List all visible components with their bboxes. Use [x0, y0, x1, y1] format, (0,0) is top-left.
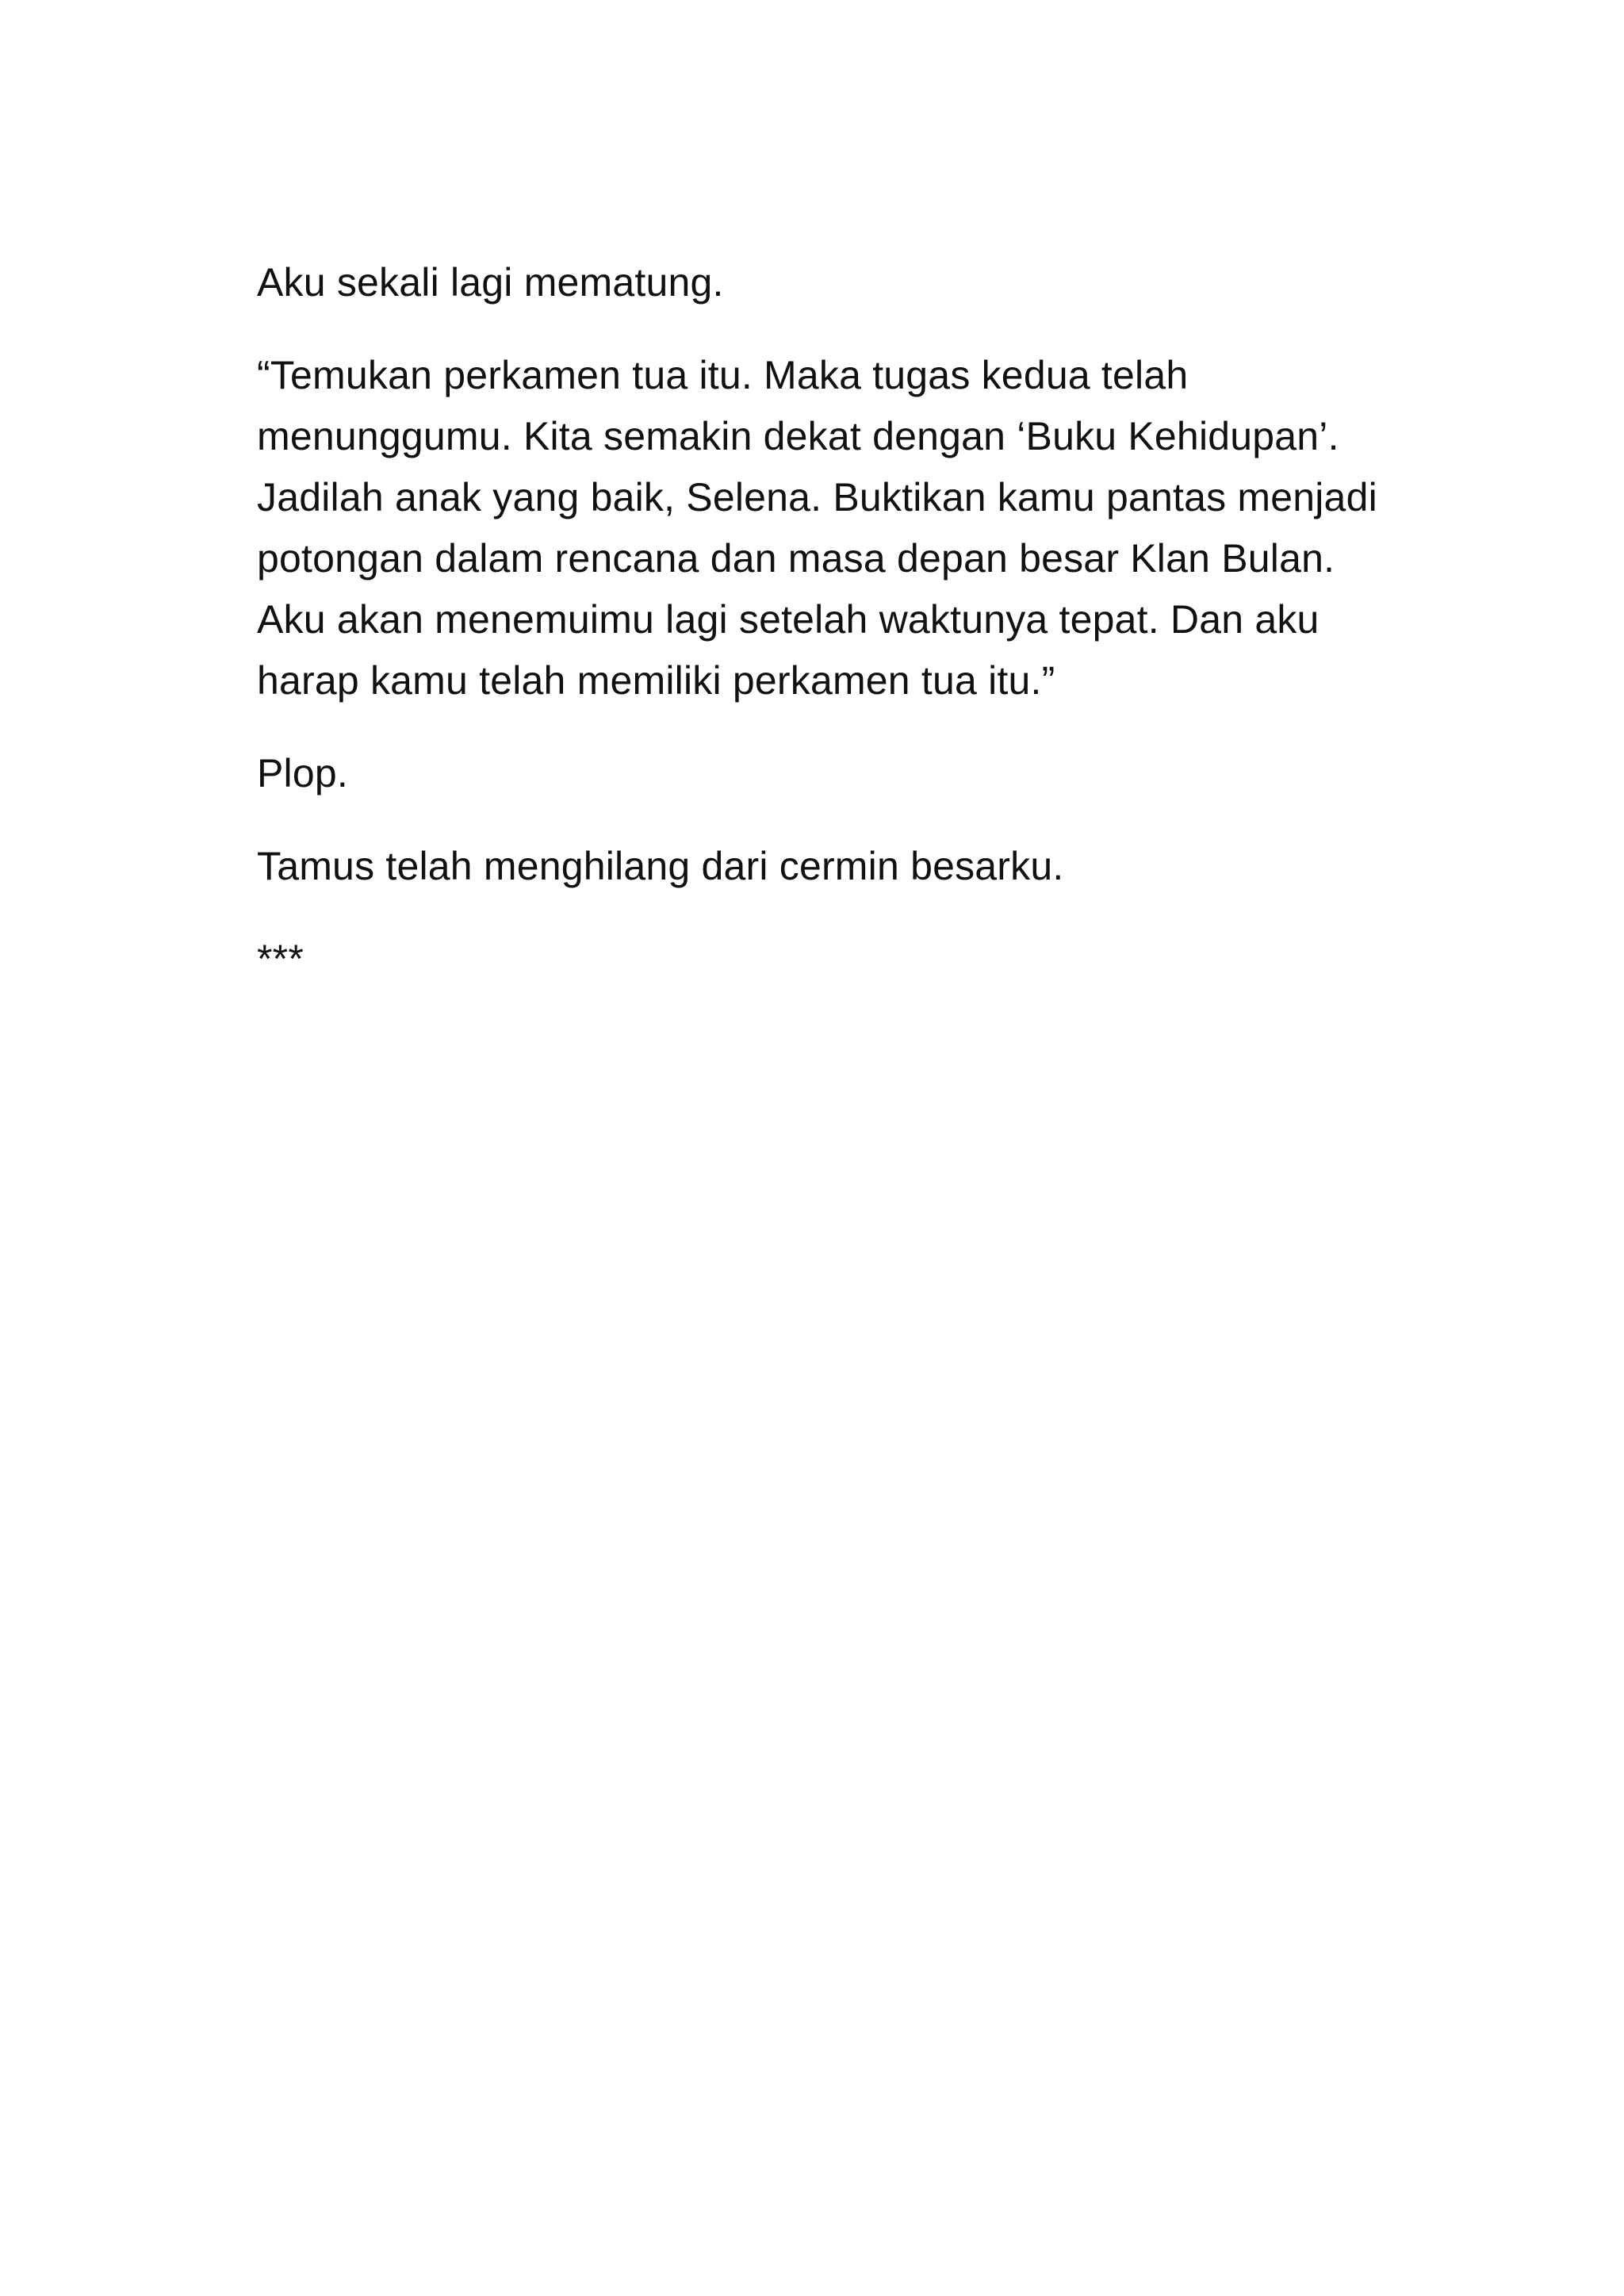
document-body: [257, 252, 1383, 1022]
paragraph-3: Plop.: [257, 751, 348, 795]
section-break: ***: [257, 937, 304, 981]
paragraph-4: Tamus telah menghilang dari cermin besarku.: [257, 844, 1064, 888]
paragraph-2: “Temukan perkamen tua itu. Maka tugas kedua telah menunggumu. Kita semakin dekat dengan ‘Buku Kehidupan’. Jadilah anak yang baik, Selena. Buktikan kamu pantas menjadi potongan dalam rencana dan masa depan besar Klan Bulan. Aku akan menemuimu lagi setelah waktunya tepat. Dan aku harap kamu telah memiliki perkamen tua itu.”: [257, 353, 1377, 703]
paragraph-1: Aku sekali lagi mematung.: [257, 260, 724, 305]
